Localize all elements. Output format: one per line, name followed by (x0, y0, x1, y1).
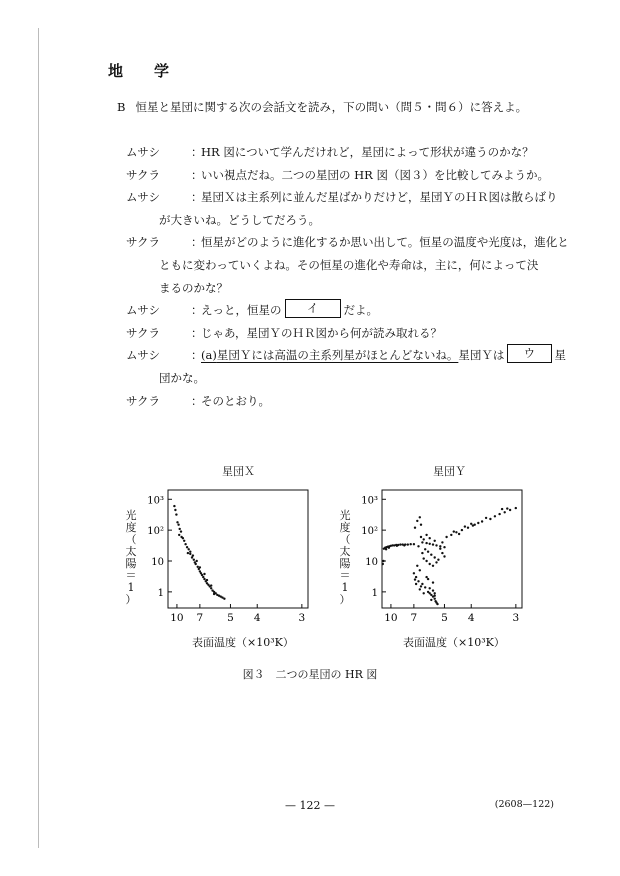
star-point (498, 513, 500, 515)
y-tick-label: 10 (151, 557, 164, 569)
underline-marker: (a) (201, 348, 217, 363)
plot-frame (382, 490, 522, 608)
chart-y-xlabel: 表面温度（×10³K） (403, 636, 505, 649)
y-tick-label: 10³ (147, 495, 164, 507)
dialogue (126, 141, 569, 412)
star-point (410, 543, 412, 545)
star-point (414, 527, 416, 529)
star-point (432, 543, 434, 545)
star-point (489, 518, 491, 520)
star-point (429, 537, 431, 539)
star-point (186, 546, 188, 548)
star-point (436, 603, 438, 605)
star-point (399, 543, 401, 545)
star-point (203, 578, 205, 580)
star-point (425, 542, 427, 544)
star-point (177, 524, 179, 526)
star-point (425, 534, 427, 536)
utterance-end: 星 (554, 348, 566, 363)
y-tick-label: 10 (365, 557, 378, 569)
x-tick-label: 5 (227, 612, 234, 624)
star-point (183, 540, 185, 542)
star-point (203, 573, 205, 575)
star-point (434, 595, 436, 597)
y-tick-label: 10³ (361, 495, 378, 507)
star-point (429, 563, 431, 565)
star-point (472, 524, 474, 526)
star-point (175, 513, 177, 515)
dialogue-line: ムサシ ： 星団Ｘは主系列に並んだ星ばかりだけど，星団ＹのＨＲ図は散らばり (126, 186, 566, 209)
star-point (421, 552, 423, 554)
star-point (445, 536, 447, 538)
dialogue-line: サクラ ： 恒星がどのように進化するか思い出して。恒星の温度や光度は，進化と (126, 231, 566, 254)
utterance-continued: まるのかな？ (159, 280, 228, 295)
star-point (182, 537, 184, 539)
star-point (501, 508, 503, 510)
star-point (197, 566, 199, 568)
star-point (206, 579, 208, 581)
figure-caption: 図３ 二つの星団の HR 図 (242, 668, 378, 681)
utterance-continued: が大きいね。どうしてだろう。 (159, 212, 320, 227)
y-tick-label: 10² (147, 526, 164, 538)
star-point (196, 560, 198, 562)
star-point (413, 543, 415, 545)
speaker: ムサシ (126, 145, 161, 159)
chart-x-hr-diagram (138, 484, 328, 624)
utterance: 星団Ｘは主系列に並んだ星ばかりだけど，星団ＹのＨＲ図は散らばり (201, 190, 558, 205)
utterance: そのとおり。 (201, 393, 270, 408)
star-point (388, 547, 390, 549)
star-point (420, 536, 422, 538)
star-point (189, 551, 191, 553)
x-tick-label: 3 (298, 612, 306, 624)
star-point (424, 586, 426, 588)
star-point (437, 559, 439, 561)
star-point (419, 516, 421, 518)
star-point (434, 592, 436, 594)
y-tick-label: 1 (157, 587, 164, 599)
star-point (193, 559, 195, 561)
x-tick-label: 4 (467, 612, 475, 624)
star-point (420, 585, 422, 587)
dialogue-line: サクラ ： そのとおり。 (126, 390, 566, 413)
dialogue-line: サクラ ： いい視点だね。二つの星団の HR 図（図３）を比較してみようか。 (126, 164, 566, 187)
star-point (423, 538, 425, 540)
star-point (434, 556, 436, 558)
speaker: ムサシ (126, 190, 161, 205)
utterance-end: だよ。 (343, 303, 378, 318)
star-point (425, 576, 427, 578)
dialogue-line: ムサシ ： えっと，恒星の イ だよ。 (126, 299, 566, 322)
x-tick-label: 7 (196, 612, 204, 624)
subject-heading: 地 学 (108, 62, 178, 80)
star-point (424, 548, 426, 550)
chart-y-hr-diagram (352, 484, 542, 624)
x-tick-label: 5 (441, 612, 448, 624)
star-point (419, 588, 421, 590)
star-point (429, 587, 431, 589)
page-number: — 122 — (285, 799, 335, 812)
star-point (201, 574, 203, 576)
star-point (199, 566, 201, 568)
star-point (450, 534, 452, 536)
star-point (509, 509, 511, 511)
star-point (416, 565, 418, 567)
chart-y-title: 星団Ｙ (433, 465, 466, 478)
utterance-continued: ともに変わっていくよね。その恒星の進化や寿命は，主に，何によって決 (159, 257, 539, 272)
star-point (210, 587, 212, 589)
star-point (184, 543, 186, 545)
star-point (413, 572, 415, 574)
star-point (415, 576, 417, 578)
star-point (443, 546, 445, 548)
utterance: 恒星がどのように進化するか思い出して。恒星の温度や光度は，進化と (201, 235, 569, 250)
star-point (441, 552, 443, 554)
section-intro-text: 恒星と星団に関する次の会話文を読み，下の問い（問５・問６）に答えよ。 (135, 100, 528, 114)
utterance: じゃあ，星団ＹのＨＲ図から何が読み取れる？ (201, 325, 443, 340)
chart-x-ylabel: 光 度 （ 太 陽 ＝ 1 ） (125, 509, 137, 606)
star-point (461, 529, 463, 531)
x-tick-label: 10 (170, 612, 184, 624)
dialogue-line: ムサシ ： (a) 星団Ｙには高温の主系列星がほとんどないね。 星団Ｙは ウ 星 (126, 344, 566, 367)
star-point (176, 521, 178, 523)
star-point (432, 589, 434, 591)
star-point (213, 593, 215, 595)
underlined-statement: 星団Ｙには高温の主系列星がほとんどないね。 (216, 348, 459, 363)
star-point (421, 541, 423, 543)
utterance-continued: 団かな。 (159, 370, 205, 385)
answer-blank-i: イ (285, 299, 341, 318)
star-point (421, 583, 423, 585)
star-point (195, 563, 197, 565)
speaker: サクラ (126, 325, 161, 340)
y-tick-label: 10² (361, 526, 378, 538)
speaker: ムサシ (126, 348, 161, 363)
star-point (432, 565, 434, 567)
utterance-mid: 星団Ｙは (458, 348, 505, 363)
star-point (453, 530, 455, 532)
star-point (427, 578, 429, 580)
star-point (382, 560, 384, 562)
x-tick-label: 10 (384, 612, 398, 624)
star-point (414, 578, 416, 580)
star-point (419, 569, 421, 571)
star-point (174, 509, 176, 511)
star-point (477, 522, 479, 524)
star-point (202, 576, 204, 578)
star-point (434, 598, 436, 600)
star-point (458, 533, 460, 535)
section-intro (117, 99, 527, 115)
dialogue-line: ムサシ ： HR 図について学んだけれど，星団によって形状が違うのかな？ (126, 141, 566, 164)
margin-line (38, 28, 39, 848)
star-point (429, 543, 431, 545)
star-point (178, 534, 180, 536)
star-point (189, 553, 191, 555)
star-point (187, 552, 189, 554)
star-point (494, 515, 496, 517)
star-point (435, 561, 437, 563)
speaker: サクラ (126, 235, 161, 250)
star-point (173, 505, 175, 507)
star-point (210, 584, 212, 586)
speaker: サクラ (126, 393, 161, 408)
chart-x-title: 星団Ｘ (222, 465, 255, 478)
utterance: いい視点だね。二つの星団の HR 図（図３）を比較してみようか。 (201, 167, 549, 182)
utterance: えっと，恒星の (201, 303, 282, 318)
star-point (179, 528, 181, 530)
star-point (382, 563, 384, 565)
star-point (417, 580, 419, 582)
star-point (430, 594, 432, 596)
star-point (427, 551, 429, 553)
star-point (416, 520, 418, 522)
star-point (188, 548, 190, 550)
x-tick-label: 4 (253, 612, 261, 624)
star-point (417, 545, 419, 547)
star-point (180, 530, 182, 532)
star-point (415, 583, 417, 585)
star-point (407, 543, 409, 545)
star-point (464, 525, 466, 527)
star-point (467, 527, 469, 529)
utterance: HR 図について学んだけれど，星団によって形状が違うのかな？ (201, 145, 534, 159)
star-point (430, 554, 432, 556)
star-point (423, 592, 425, 594)
star-point (441, 541, 443, 543)
star-point (504, 511, 506, 513)
star-point (439, 545, 441, 547)
star-point (432, 581, 434, 583)
star-point (403, 544, 405, 546)
star-point (439, 548, 441, 550)
x-tick-label: 3 (512, 612, 520, 624)
star-point (506, 507, 508, 509)
star-point (223, 598, 225, 600)
section-label: B (117, 100, 126, 114)
speaker: サクラ (126, 167, 161, 182)
star-point (515, 507, 517, 509)
star-point (385, 548, 387, 550)
star-point (435, 544, 437, 546)
speaker: ムサシ (126, 303, 161, 318)
star-point (425, 560, 427, 562)
star-point (443, 555, 445, 557)
answer-blank-u: ウ (507, 344, 551, 363)
star-point (485, 517, 487, 519)
star-point (420, 524, 422, 526)
chart-y-ylabel: 光 度 （ 太 陽 ＝ 1 ） (339, 509, 351, 606)
exam-code: (2608—122) (494, 799, 554, 810)
star-point (396, 545, 398, 547)
y-tick-label: 1 (371, 587, 378, 599)
star-point (423, 557, 425, 559)
chart-x-xlabel: 表面温度（×10³K） (192, 636, 294, 649)
star-point (455, 531, 457, 533)
star-point (470, 523, 472, 525)
star-point (481, 520, 483, 522)
star-point (434, 540, 436, 542)
dialogue-line: サクラ ： じゃあ，星団ＹのＨＲ図から何が読み取れる？ (126, 322, 566, 345)
star-point (192, 554, 194, 556)
x-tick-label: 7 (410, 612, 418, 624)
star-point (430, 599, 432, 601)
